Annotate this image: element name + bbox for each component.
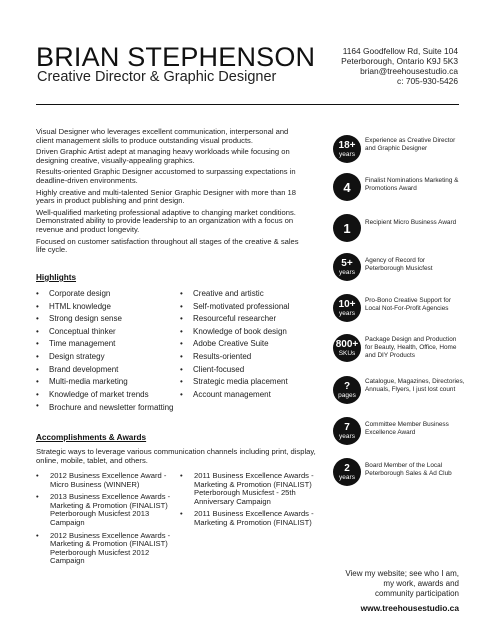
phone-number: c: 705-930-5426	[397, 76, 458, 86]
summary-paragraph: Results-oriented Graphic Designer accustomed to surpassing expectations in deadline-driven environments.	[36, 167, 296, 185]
footer-line: community participation	[374, 589, 459, 598]
stat-description: Pro-Bono Creative Support for Local Not-For-Profit Agencies	[365, 297, 451, 312]
list-item: • 2011 Business Excellence Awards - Marketing & Promotion (FINALIST) Peterborough Musicfest - 25th Anniversary Campaign	[180, 472, 320, 506]
summary-paragraph: Highly creative and multi-talented Senior Graphic Designer with more than 18 years in product publishing and print design.	[36, 187, 297, 206]
address-line-1: 1164 Goodfellow Rd, Suite 104	[342, 46, 458, 56]
list-item: • Time management	[36, 338, 176, 351]
stat-number: 4	[343, 179, 351, 195]
applicant-name: BRIAN STEPHENSON	[36, 42, 316, 72]
stat-description: Recipient Micro Business Award	[365, 219, 457, 226]
stat-number: ?	[343, 380, 351, 392]
stat-description: Committee Member Business Excellence Award	[365, 421, 449, 436]
stat-badge	[333, 214, 361, 242]
highlights-list-left	[36, 288, 176, 412]
footer-line: my work, awards and	[383, 579, 459, 588]
contact-info	[341, 46, 458, 86]
list-item: • Strong design sense	[36, 313, 176, 326]
stat-number: 7	[344, 421, 350, 433]
list-item: • Brochure and newsletter formatting	[36, 401, 176, 412]
list-item: • Strategic media placement	[180, 376, 315, 389]
accomplishments-intro: Strategic ways to leverage various communication channels including print, display, online, mobile, tablet, and others.	[36, 447, 316, 465]
list-item: • Brand development	[36, 364, 176, 377]
list-item: • Corporate design	[36, 288, 176, 301]
stat-badge	[333, 458, 361, 486]
list-item: • Client-focused	[180, 364, 315, 377]
stat-description: Board Member of the Local Peterborough Sales & Ad Club	[365, 462, 452, 477]
summary-paragraph: Visual Designer who leverages excellent communication, interpersonal and client management skills to produce outstanding visual products.	[36, 127, 289, 145]
stat-number: 2	[344, 462, 350, 474]
highlights-list-right	[180, 288, 315, 401]
email-link[interactable]: brian@treehousestudio.ca	[360, 66, 458, 76]
stat-unit: years	[339, 150, 355, 158]
list-item: • Multi-media marketing	[36, 376, 176, 389]
list-item: • Results-oriented	[180, 351, 315, 364]
stat-number: 18+	[338, 139, 356, 151]
stat-description: Experience as Creative Director and Graphic Designer	[365, 137, 456, 152]
stat-badge	[333, 376, 361, 404]
list-item: • 2011 Business Excellence Awards - Marketing & Promotion (FINALIST)	[180, 510, 320, 527]
list-item: • Adobe Creative Suite	[180, 338, 315, 351]
job-title: Creative Director & Graphic Designer	[37, 69, 277, 85]
stat-number: 10+	[338, 298, 356, 310]
stat-unit: pages	[338, 391, 356, 399]
list-item: • Design strategy	[36, 351, 176, 364]
accomplishments-heading: Accomplishments & Awards	[36, 433, 147, 442]
stat-unit: SKUs	[338, 349, 356, 357]
stat-badge	[333, 253, 361, 281]
stat-badge	[333, 334, 361, 362]
list-item: • Knowledge of market trends	[36, 389, 176, 402]
stat-unit: years	[339, 268, 355, 276]
list-item: • Self-motivated professional	[180, 301, 315, 314]
list-item: • 2013 Business Excellence Awards - Marketing & Promotion (FINALIST) Peterborough Musicfest 2013 Campaign	[36, 493, 174, 527]
summary-paragraph: Well-qualified marketing professional adaptive to changing market conditions. Demonstrated ability to provide leadership to an organization with a focus on revenue and product longevity.	[36, 207, 296, 234]
list-item: • Creative and artistic	[180, 288, 315, 301]
stat-badge	[333, 173, 361, 201]
stat-badge	[333, 417, 361, 445]
stat-number: 800+	[335, 338, 359, 350]
stat-description: Catalogue, Magazines, Directories, Annuals, Flyers, I just lost count	[365, 378, 465, 393]
website-callout	[345, 569, 459, 613]
stat-description: Agency of Record for Peterborough Musicfest	[365, 257, 433, 272]
summary-section	[36, 128, 308, 258]
stat-unit: years	[339, 432, 355, 440]
stat-number: 1	[343, 220, 351, 236]
stat-unit: years	[339, 309, 355, 317]
list-item: • 2012 Business Excellence Awards - Marketing & Promotion (FINALIST) Peterborough Musicfest 2012 Campaign	[36, 532, 174, 566]
awards-list-right	[180, 472, 320, 532]
list-item: • HTML knowledge	[36, 301, 176, 314]
list-item: • 2012 Business Excellence Award - Micro Business (WINNER)	[36, 472, 174, 489]
stat-description: Package Design and Production for Beauty, Health, Office, Home and DIY Products	[365, 336, 457, 359]
stat-number: 5+	[341, 257, 353, 269]
list-item: • Resourceful researcher	[180, 313, 315, 326]
list-item: • Account management	[180, 389, 315, 402]
awards-list-left	[36, 472, 174, 570]
website-link[interactable]: www.treehousestudio.ca	[360, 603, 459, 613]
list-item: • Conceptual thinker	[36, 326, 176, 339]
summary-paragraph: Driven Graphic Artist adept at managing heavy workloads while focusing on designing creative, visually-appealing graphics.	[36, 147, 290, 165]
stat-unit: years	[339, 473, 355, 481]
stat-description: Finalist Nominations Marketing & Promotions Award	[365, 177, 459, 192]
footer-line: View my website; see who I am,	[345, 569, 459, 578]
summary-paragraph: Focused on customer satisfaction throughout all stages of the creative & sales life cycle.	[36, 236, 299, 255]
list-item: • Knowledge of book design	[180, 326, 315, 339]
header-divider	[36, 104, 459, 105]
stat-badge	[333, 135, 361, 163]
address-line-2: Peterborough, Ontario K9J 5K3	[341, 56, 458, 66]
highlights-heading: Highlights	[36, 273, 77, 282]
stat-badge	[333, 294, 361, 322]
